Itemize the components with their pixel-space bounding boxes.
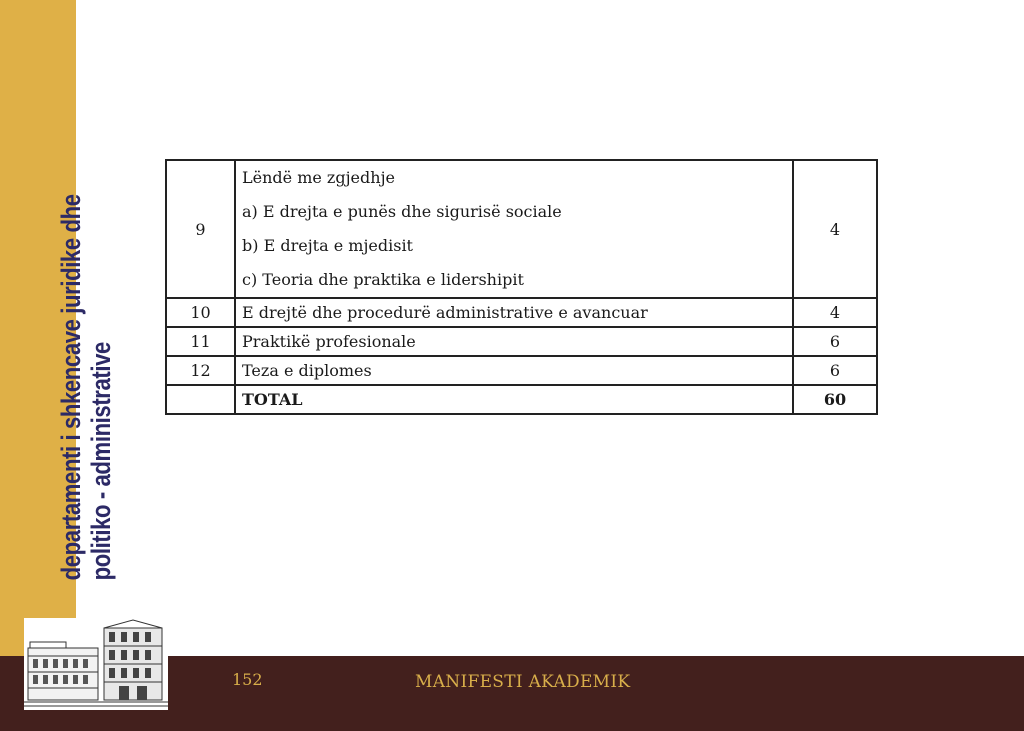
university-building-illustration [24,618,168,710]
elective-option: c) Teoria dhe praktika e lidershipit [242,270,524,289]
credits-cell: 4 [793,160,877,298]
department-title-line2: politiko - administrative [86,342,116,581]
table-row [166,356,877,385]
elective-option: b) E drejta e mjedisit [242,236,413,255]
department-title [56,110,116,581]
row-number: 12 [166,356,235,385]
row-number: 10 [166,298,235,327]
credits-cell: 6 [793,327,877,356]
subject-cell [235,160,793,298]
table-row [166,327,877,356]
page-number: 152 [232,670,263,689]
credits-cell: 6 [793,356,877,385]
building-icon [24,618,168,710]
elective-option: a) E drejta e punës dhe sigurisë sociale [242,202,562,221]
row-number: 11 [166,327,235,356]
total-value: 60 [793,385,877,414]
footer-title: MANIFESTI AKADEMIK [415,672,631,692]
subject-cell: Praktikë profesionale [235,327,793,356]
total-empty-cell [166,385,235,414]
row-number: 9 [166,160,235,298]
total-label: TOTAL [235,385,793,414]
curriculum-table [165,159,878,415]
table-row [166,298,877,327]
elective-heading: Lëndë me zgjedhje [242,168,395,187]
total-row [166,385,877,414]
subject-cell: E drejtë dhe procedurë administrative e avancuar [235,298,793,327]
credits-cell: 4 [793,298,877,327]
department-title-line1: departamenti i shkencave juridike dhe [56,194,86,581]
table-row [166,160,877,298]
subject-cell: Teza e diplomes [235,356,793,385]
